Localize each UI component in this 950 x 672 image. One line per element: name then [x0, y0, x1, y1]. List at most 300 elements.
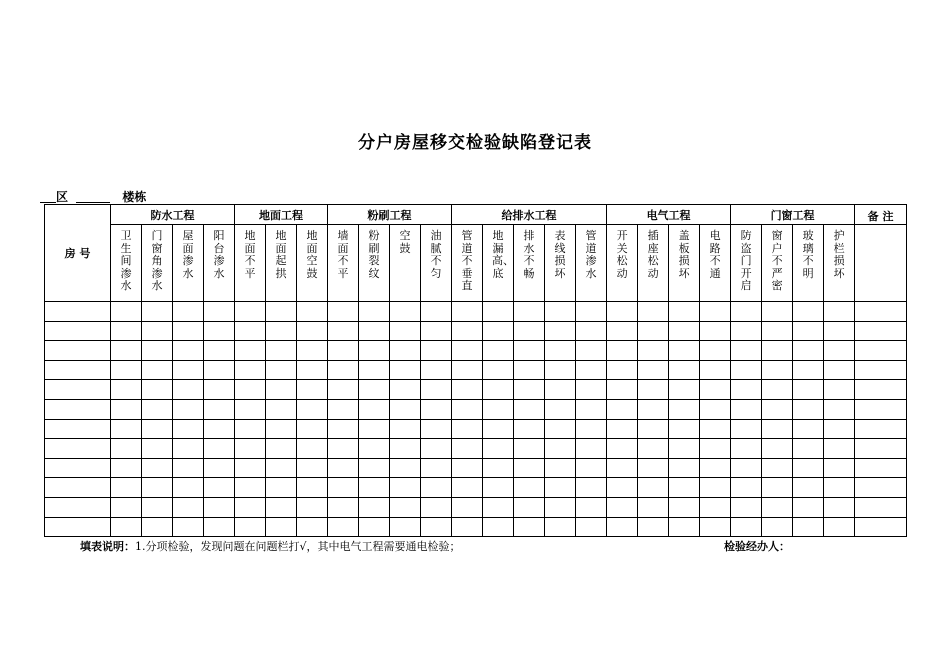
defect-check-cell[interactable] [173, 458, 204, 478]
defect-check-cell[interactable] [142, 302, 173, 322]
defect-check-cell[interactable] [390, 321, 421, 341]
defect-check-cell[interactable] [297, 458, 328, 478]
defect-check-cell[interactable] [204, 419, 235, 439]
defect-check-cell[interactable] [638, 399, 669, 419]
notes-cell[interactable] [855, 341, 907, 361]
room-number-cell[interactable] [45, 380, 111, 400]
defect-check-cell[interactable] [638, 419, 669, 439]
defect-check-cell[interactable] [452, 517, 483, 537]
defect-check-cell[interactable] [235, 478, 266, 498]
defect-check-cell[interactable] [111, 458, 142, 478]
defect-check-cell[interactable] [142, 439, 173, 459]
defect-check-cell[interactable] [793, 341, 824, 361]
defect-check-cell[interactable] [514, 399, 545, 419]
defect-check-cell[interactable] [824, 439, 855, 459]
defect-check-cell[interactable] [762, 321, 793, 341]
notes-cell[interactable] [855, 439, 907, 459]
defect-check-cell[interactable] [173, 419, 204, 439]
defect-check-cell[interactable] [762, 478, 793, 498]
defect-check-cell[interactable] [731, 439, 762, 459]
defect-check-cell[interactable] [452, 360, 483, 380]
defect-check-cell[interactable] [638, 380, 669, 400]
defect-check-cell[interactable] [390, 458, 421, 478]
district-blank[interactable] [40, 190, 56, 203]
room-number-cell[interactable] [45, 419, 111, 439]
defect-check-cell[interactable] [731, 380, 762, 400]
defect-check-cell[interactable] [421, 360, 452, 380]
defect-check-cell[interactable] [421, 439, 452, 459]
defect-check-cell[interactable] [607, 302, 638, 322]
defect-check-cell[interactable] [111, 478, 142, 498]
defect-check-cell[interactable] [514, 321, 545, 341]
defect-check-cell[interactable] [483, 341, 514, 361]
defect-check-cell[interactable] [390, 497, 421, 517]
defect-check-cell[interactable] [421, 341, 452, 361]
defect-check-cell[interactable] [328, 399, 359, 419]
defect-check-cell[interactable] [483, 497, 514, 517]
defect-check-cell[interactable] [545, 399, 576, 419]
defect-check-cell[interactable] [576, 341, 607, 361]
defect-check-cell[interactable] [669, 380, 700, 400]
defect-check-cell[interactable] [111, 380, 142, 400]
defect-check-cell[interactable] [731, 517, 762, 537]
defect-check-cell[interactable] [607, 419, 638, 439]
defect-check-cell[interactable] [576, 517, 607, 537]
defect-check-cell[interactable] [359, 380, 390, 400]
notes-cell[interactable] [855, 321, 907, 341]
defect-check-cell[interactable] [638, 497, 669, 517]
defect-check-cell[interactable] [235, 302, 266, 322]
defect-check-cell[interactable] [359, 478, 390, 498]
defect-check-cell[interactable] [762, 360, 793, 380]
defect-check-cell[interactable] [824, 321, 855, 341]
defect-check-cell[interactable] [359, 497, 390, 517]
defect-check-cell[interactable] [545, 380, 576, 400]
defect-check-cell[interactable] [514, 497, 545, 517]
defect-check-cell[interactable] [700, 399, 731, 419]
defect-check-cell[interactable] [266, 419, 297, 439]
defect-check-cell[interactable] [514, 360, 545, 380]
defect-check-cell[interactable] [607, 497, 638, 517]
defect-check-cell[interactable] [793, 360, 824, 380]
defect-check-cell[interactable] [421, 302, 452, 322]
room-number-cell[interactable] [45, 302, 111, 322]
defect-check-cell[interactable] [576, 399, 607, 419]
defect-check-cell[interactable] [700, 439, 731, 459]
defect-check-cell[interactable] [173, 517, 204, 537]
defect-check-cell[interactable] [607, 439, 638, 459]
defect-check-cell[interactable] [142, 341, 173, 361]
defect-check-cell[interactable] [452, 497, 483, 517]
defect-check-cell[interactable] [545, 419, 576, 439]
defect-check-cell[interactable] [824, 380, 855, 400]
defect-check-cell[interactable] [607, 380, 638, 400]
defect-check-cell[interactable] [669, 517, 700, 537]
defect-check-cell[interactable] [824, 478, 855, 498]
defect-check-cell[interactable] [142, 380, 173, 400]
defect-check-cell[interactable] [297, 399, 328, 419]
defect-check-cell[interactable] [266, 517, 297, 537]
defect-check-cell[interactable] [421, 458, 452, 478]
defect-check-cell[interactable] [514, 380, 545, 400]
defect-check-cell[interactable] [452, 439, 483, 459]
defect-check-cell[interactable] [390, 341, 421, 361]
defect-check-cell[interactable] [607, 321, 638, 341]
defect-check-cell[interactable] [173, 399, 204, 419]
room-number-cell[interactable] [45, 439, 111, 459]
defect-check-cell[interactable] [421, 478, 452, 498]
room-number-cell[interactable] [45, 458, 111, 478]
defect-check-cell[interactable] [731, 419, 762, 439]
defect-check-cell[interactable] [421, 517, 452, 537]
defect-check-cell[interactable] [235, 360, 266, 380]
defect-check-cell[interactable] [576, 380, 607, 400]
defect-check-cell[interactable] [545, 341, 576, 361]
defect-check-cell[interactable] [762, 419, 793, 439]
defect-check-cell[interactable] [607, 458, 638, 478]
defect-check-cell[interactable] [483, 458, 514, 478]
defect-check-cell[interactable] [731, 321, 762, 341]
defect-check-cell[interactable] [359, 458, 390, 478]
defect-check-cell[interactable] [731, 399, 762, 419]
defect-check-cell[interactable] [142, 419, 173, 439]
defect-check-cell[interactable] [142, 478, 173, 498]
defect-check-cell[interactable] [483, 399, 514, 419]
defect-check-cell[interactable] [328, 478, 359, 498]
building-blank[interactable] [76, 190, 110, 203]
defect-check-cell[interactable] [235, 380, 266, 400]
defect-check-cell[interactable] [328, 517, 359, 537]
defect-check-cell[interactable] [545, 497, 576, 517]
defect-check-cell[interactable] [607, 399, 638, 419]
defect-check-cell[interactable] [669, 360, 700, 380]
defect-check-cell[interactable] [111, 321, 142, 341]
defect-check-cell[interactable] [328, 380, 359, 400]
defect-check-cell[interactable] [483, 478, 514, 498]
defect-check-cell[interactable] [359, 360, 390, 380]
defect-check-cell[interactable] [111, 341, 142, 361]
defect-check-cell[interactable] [793, 458, 824, 478]
defect-check-cell[interactable] [483, 439, 514, 459]
defect-check-cell[interactable] [390, 399, 421, 419]
notes-cell[interactable] [855, 380, 907, 400]
defect-check-cell[interactable] [266, 380, 297, 400]
defect-check-cell[interactable] [204, 341, 235, 361]
defect-check-cell[interactable] [514, 478, 545, 498]
defect-check-cell[interactable] [328, 321, 359, 341]
defect-check-cell[interactable] [514, 517, 545, 537]
defect-check-cell[interactable] [669, 439, 700, 459]
defect-check-cell[interactable] [452, 302, 483, 322]
defect-check-cell[interactable] [421, 380, 452, 400]
defect-check-cell[interactable] [173, 360, 204, 380]
defect-check-cell[interactable] [576, 478, 607, 498]
defect-check-cell[interactable] [452, 399, 483, 419]
defect-check-cell[interactable] [266, 439, 297, 459]
notes-cell[interactable] [855, 360, 907, 380]
defect-check-cell[interactable] [607, 478, 638, 498]
defect-check-cell[interactable] [297, 302, 328, 322]
notes-cell[interactable] [855, 399, 907, 419]
defect-check-cell[interactable] [390, 419, 421, 439]
defect-check-cell[interactable] [204, 360, 235, 380]
defect-check-cell[interactable] [576, 302, 607, 322]
defect-check-cell[interactable] [266, 458, 297, 478]
defect-check-cell[interactable] [111, 419, 142, 439]
defect-check-cell[interactable] [576, 439, 607, 459]
defect-check-cell[interactable] [235, 321, 266, 341]
defect-check-cell[interactable] [762, 302, 793, 322]
defect-check-cell[interactable] [762, 497, 793, 517]
defect-check-cell[interactable] [669, 419, 700, 439]
defect-check-cell[interactable] [173, 497, 204, 517]
defect-check-cell[interactable] [204, 321, 235, 341]
defect-check-cell[interactable] [576, 497, 607, 517]
defect-check-cell[interactable] [700, 341, 731, 361]
defect-check-cell[interactable] [452, 478, 483, 498]
defect-check-cell[interactable] [514, 458, 545, 478]
defect-check-cell[interactable] [576, 458, 607, 478]
defect-check-cell[interactable] [421, 399, 452, 419]
defect-check-cell[interactable] [328, 419, 359, 439]
defect-check-cell[interactable] [514, 419, 545, 439]
defect-check-cell[interactable] [762, 458, 793, 478]
defect-check-cell[interactable] [359, 517, 390, 537]
defect-check-cell[interactable] [762, 399, 793, 419]
defect-check-cell[interactable] [204, 517, 235, 537]
defect-check-cell[interactable] [297, 439, 328, 459]
defect-check-cell[interactable] [638, 302, 669, 322]
defect-check-cell[interactable] [235, 341, 266, 361]
defect-check-cell[interactable] [266, 321, 297, 341]
defect-check-cell[interactable] [576, 321, 607, 341]
defect-check-cell[interactable] [235, 439, 266, 459]
defect-check-cell[interactable] [700, 517, 731, 537]
defect-check-cell[interactable] [173, 439, 204, 459]
room-number-cell[interactable] [45, 341, 111, 361]
defect-check-cell[interactable] [328, 458, 359, 478]
defect-check-cell[interactable] [638, 341, 669, 361]
defect-check-cell[interactable] [235, 419, 266, 439]
defect-check-cell[interactable] [793, 478, 824, 498]
defect-check-cell[interactable] [359, 439, 390, 459]
defect-check-cell[interactable] [793, 380, 824, 400]
defect-check-cell[interactable] [793, 419, 824, 439]
defect-check-cell[interactable] [638, 321, 669, 341]
defect-check-cell[interactable] [390, 360, 421, 380]
defect-check-cell[interactable] [669, 478, 700, 498]
defect-check-cell[interactable] [793, 302, 824, 322]
defect-check-cell[interactable] [514, 439, 545, 459]
defect-check-cell[interactable] [824, 302, 855, 322]
defect-check-cell[interactable] [483, 302, 514, 322]
defect-check-cell[interactable] [328, 341, 359, 361]
defect-check-cell[interactable] [297, 380, 328, 400]
defect-check-cell[interactable] [452, 419, 483, 439]
defect-check-cell[interactable] [390, 439, 421, 459]
defect-check-cell[interactable] [824, 360, 855, 380]
room-number-cell[interactable] [45, 360, 111, 380]
defect-check-cell[interactable] [793, 439, 824, 459]
defect-check-cell[interactable] [824, 517, 855, 537]
defect-check-cell[interactable] [297, 321, 328, 341]
defect-check-cell[interactable] [142, 399, 173, 419]
defect-check-cell[interactable] [793, 497, 824, 517]
defect-check-cell[interactable] [111, 517, 142, 537]
defect-check-cell[interactable] [824, 399, 855, 419]
defect-check-cell[interactable] [545, 439, 576, 459]
defect-check-cell[interactable] [328, 302, 359, 322]
defect-check-cell[interactable] [390, 302, 421, 322]
defect-check-cell[interactable] [607, 341, 638, 361]
defect-check-cell[interactable] [545, 321, 576, 341]
defect-check-cell[interactable] [638, 458, 669, 478]
defect-check-cell[interactable] [204, 302, 235, 322]
defect-check-cell[interactable] [266, 302, 297, 322]
defect-check-cell[interactable] [266, 478, 297, 498]
defect-check-cell[interactable] [607, 517, 638, 537]
defect-check-cell[interactable] [204, 399, 235, 419]
defect-check-cell[interactable] [762, 439, 793, 459]
defect-check-cell[interactable] [111, 497, 142, 517]
defect-check-cell[interactable] [700, 360, 731, 380]
defect-check-cell[interactable] [793, 321, 824, 341]
defect-check-cell[interactable] [204, 497, 235, 517]
defect-check-cell[interactable] [607, 360, 638, 380]
defect-check-cell[interactable] [731, 302, 762, 322]
defect-check-cell[interactable] [514, 341, 545, 361]
defect-check-cell[interactable] [483, 517, 514, 537]
defect-check-cell[interactable] [669, 321, 700, 341]
room-number-cell[interactable] [45, 321, 111, 341]
defect-check-cell[interactable] [638, 478, 669, 498]
defect-check-cell[interactable] [700, 380, 731, 400]
defect-check-cell[interactable] [235, 458, 266, 478]
defect-check-cell[interactable] [545, 517, 576, 537]
defect-check-cell[interactable] [204, 478, 235, 498]
room-number-cell[interactable] [45, 517, 111, 537]
room-number-cell[interactable] [45, 478, 111, 498]
defect-check-cell[interactable] [328, 497, 359, 517]
notes-cell[interactable] [855, 497, 907, 517]
defect-check-cell[interactable] [545, 302, 576, 322]
defect-check-cell[interactable] [204, 458, 235, 478]
defect-check-cell[interactable] [111, 360, 142, 380]
defect-check-cell[interactable] [700, 497, 731, 517]
notes-cell[interactable] [855, 517, 907, 537]
defect-check-cell[interactable] [173, 321, 204, 341]
defect-check-cell[interactable] [142, 321, 173, 341]
defect-check-cell[interactable] [700, 321, 731, 341]
defect-check-cell[interactable] [359, 302, 390, 322]
defect-check-cell[interactable] [576, 419, 607, 439]
defect-check-cell[interactable] [359, 321, 390, 341]
defect-check-cell[interactable] [297, 419, 328, 439]
defect-check-cell[interactable] [235, 517, 266, 537]
notes-cell[interactable] [855, 458, 907, 478]
defect-check-cell[interactable] [731, 497, 762, 517]
defect-check-cell[interactable] [297, 517, 328, 537]
defect-check-cell[interactable] [731, 478, 762, 498]
defect-check-cell[interactable] [266, 497, 297, 517]
defect-check-cell[interactable] [142, 497, 173, 517]
defect-check-cell[interactable] [266, 360, 297, 380]
defect-check-cell[interactable] [545, 458, 576, 478]
defect-check-cell[interactable] [824, 458, 855, 478]
defect-check-cell[interactable] [793, 399, 824, 419]
defect-check-cell[interactable] [700, 478, 731, 498]
defect-check-cell[interactable] [483, 419, 514, 439]
defect-check-cell[interactable] [204, 380, 235, 400]
defect-check-cell[interactable] [793, 517, 824, 537]
defect-check-cell[interactable] [731, 341, 762, 361]
defect-check-cell[interactable] [514, 302, 545, 322]
defect-check-cell[interactable] [762, 380, 793, 400]
defect-check-cell[interactable] [390, 478, 421, 498]
defect-check-cell[interactable] [359, 419, 390, 439]
defect-check-cell[interactable] [390, 517, 421, 537]
defect-check-cell[interactable] [173, 380, 204, 400]
defect-check-cell[interactable] [173, 478, 204, 498]
defect-check-cell[interactable] [483, 380, 514, 400]
defect-check-cell[interactable] [669, 341, 700, 361]
defect-check-cell[interactable] [111, 439, 142, 459]
defect-check-cell[interactable] [173, 302, 204, 322]
defect-check-cell[interactable] [452, 321, 483, 341]
defect-check-cell[interactable] [762, 341, 793, 361]
defect-check-cell[interactable] [638, 360, 669, 380]
defect-check-cell[interactable] [421, 321, 452, 341]
defect-check-cell[interactable] [297, 360, 328, 380]
defect-check-cell[interactable] [390, 380, 421, 400]
defect-check-cell[interactable] [297, 478, 328, 498]
defect-check-cell[interactable] [297, 341, 328, 361]
defect-check-cell[interactable] [142, 517, 173, 537]
notes-cell[interactable] [855, 478, 907, 498]
defect-check-cell[interactable] [824, 419, 855, 439]
defect-check-cell[interactable] [731, 360, 762, 380]
defect-check-cell[interactable] [421, 419, 452, 439]
defect-check-cell[interactable] [204, 439, 235, 459]
defect-check-cell[interactable] [359, 399, 390, 419]
defect-check-cell[interactable] [235, 497, 266, 517]
defect-check-cell[interactable] [452, 341, 483, 361]
defect-check-cell[interactable] [266, 399, 297, 419]
defect-check-cell[interactable] [452, 380, 483, 400]
defect-check-cell[interactable] [483, 321, 514, 341]
notes-cell[interactable] [855, 302, 907, 322]
defect-check-cell[interactable] [142, 360, 173, 380]
defect-check-cell[interactable] [359, 341, 390, 361]
defect-check-cell[interactable] [111, 399, 142, 419]
defect-check-cell[interactable] [824, 341, 855, 361]
defect-check-cell[interactable] [235, 399, 266, 419]
defect-check-cell[interactable] [111, 302, 142, 322]
defect-check-cell[interactable] [700, 458, 731, 478]
defect-check-cell[interactable] [669, 399, 700, 419]
defect-check-cell[interactable] [328, 360, 359, 380]
defect-check-cell[interactable] [545, 478, 576, 498]
defect-check-cell[interactable] [700, 419, 731, 439]
notes-cell[interactable] [855, 419, 907, 439]
defect-check-cell[interactable] [266, 341, 297, 361]
room-number-cell[interactable] [45, 399, 111, 419]
defect-check-cell[interactable] [173, 341, 204, 361]
defect-check-cell[interactable] [824, 497, 855, 517]
defect-check-cell[interactable] [731, 458, 762, 478]
defect-check-cell[interactable] [576, 360, 607, 380]
defect-check-cell[interactable] [452, 458, 483, 478]
